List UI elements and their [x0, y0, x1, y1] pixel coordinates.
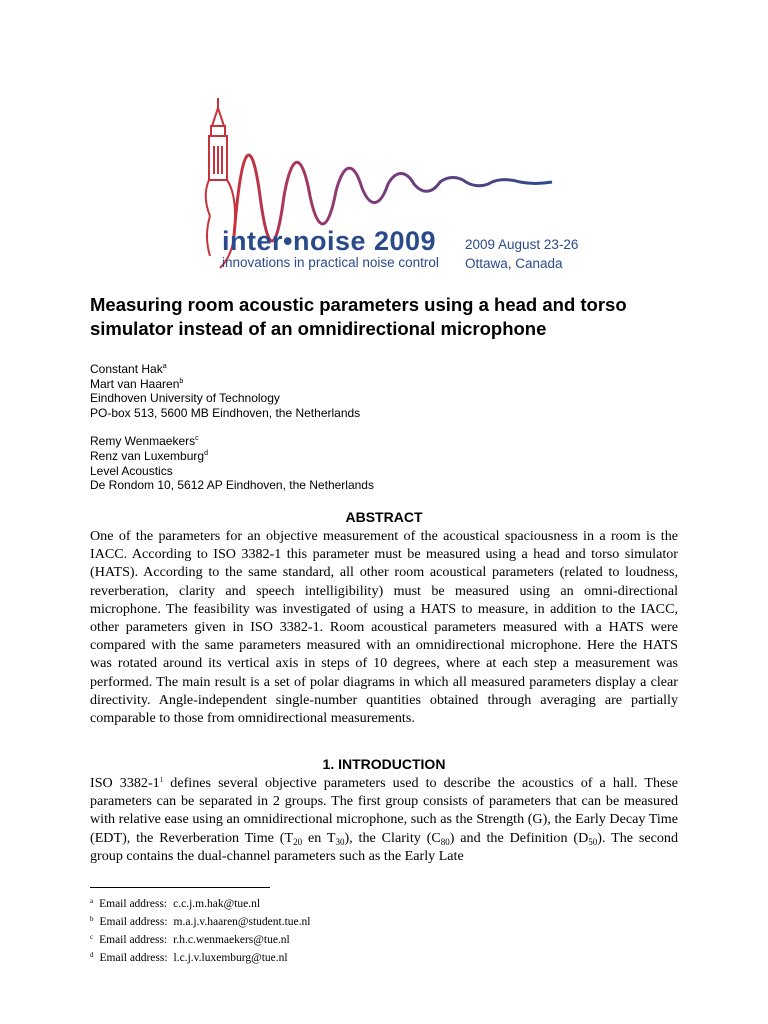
address: PO-box 513, 5600 MB Eindhoven, the Netherlands	[90, 405, 361, 420]
footnotes	[90, 894, 310, 966]
footnote-divider	[90, 887, 270, 888]
author-line	[90, 449, 690, 464]
author-mark: a	[162, 363, 167, 370]
author-mark: c	[195, 435, 199, 443]
author-mark: b	[179, 377, 184, 385]
author-line	[90, 434, 690, 449]
email-link[interactable]: l.c.j.v.luxemburg@tue.nl	[173, 952, 288, 964]
author-name: Remy Wenmaekers	[90, 434, 196, 449]
address: De Rondom 10, 5612 AP Eindhoven, the Netherlands	[90, 478, 374, 493]
email-link[interactable]: m.a.j.v.haaren@student.tue.nl	[173, 916, 311, 928]
conference-date: 2009 August 23-26	[465, 237, 579, 252]
author-line	[90, 362, 690, 377]
footnote: $^c$ Email address: r.h.c.wenmaekers@tue.nl	[90, 933, 290, 946]
reference-mark: 1	[159, 776, 164, 784]
abstract-text: One of the parameters for an objective measurement of the acoustical spaciousness in a room is the IACC. According to ISO 3382-1 this parameter must be measured using a head and torso simulator (HATS). According to the same standard, all other room acoustical parameters (related to loudness, reverberation, clarity and speech intelligibility) must be measured using an omni-directional microphone. The feasibility was investigated of using a HATS to measure, in addition to the IACC, other parameters given in ISO 3382-1. Room acoustical parameters measured with a HATS were compared with the same parameters measured with an omnidirectional microphone. Here the HATS was rotated around its vertical axis in steps of 10 degrees, where at each step a measurement was performed. The main result is a set of polar diagrams in which all measured parameters display a clear directivity. Angle-independent single-number quantities obtained through averaging are partially comparable to those from omnidirectional measurements.	[90, 528, 678, 727]
paper-title: Measuring room acoustic parameters using a head and torso simulator instead of an omnidirectional microphone	[90, 294, 627, 339]
affiliation: Eindhoven University of Technology	[90, 391, 280, 406]
abstract-heading: ABSTRACT	[345, 509, 423, 525]
email-link[interactable]: c.c.j.m.hak@tue.nl	[173, 898, 261, 910]
author-name: Mart van Haaren	[90, 376, 180, 391]
footnote: $^a$ Email address: c.c.j.m.hak@tue.nl	[90, 897, 261, 910]
footnote: $^b$ Email address: m.a.j.v.haaren@student.tue.nl	[90, 915, 311, 928]
logo-tagline: innovations in practical noise control	[222, 255, 439, 270]
email-link[interactable]: r.h.c.wenmaekers@tue.nl	[173, 934, 290, 946]
introduction-text: ISO $3382-1^1$ defines several objective parameters used to describe the acoustics of a hall. These parameters can be separated in 2 groups. The first group consists of parameters that can be measured with relative ease using an omnidirectional microphone, such as the Strength (G), the Early Decay Time (EDT), the Reverberation Time ($T_{20}$ en $T_{30}$), the Clarity $(C_{80})$ and the Definition $(D_{50})$. The second group contains the dual-channel parameters such as the Early Late	[90, 775, 678, 864]
author-line	[90, 377, 690, 392]
introduction-heading: 1. INTRODUCTION	[322, 756, 446, 772]
author-name: Renz van Luxemburg	[90, 448, 205, 463]
author-name: Constant Hak	[90, 362, 163, 376]
logo-name: inter•noise 2009	[222, 226, 437, 256]
author-mark: d	[204, 449, 208, 457]
conference-location: Ottawa, Canada	[465, 256, 563, 271]
affiliation: Level Acoustics	[90, 463, 173, 478]
author-block	[90, 362, 690, 493]
footnote: $^d$ Email address: l.c.j.v.luxemburg@tue.nl	[90, 951, 288, 964]
